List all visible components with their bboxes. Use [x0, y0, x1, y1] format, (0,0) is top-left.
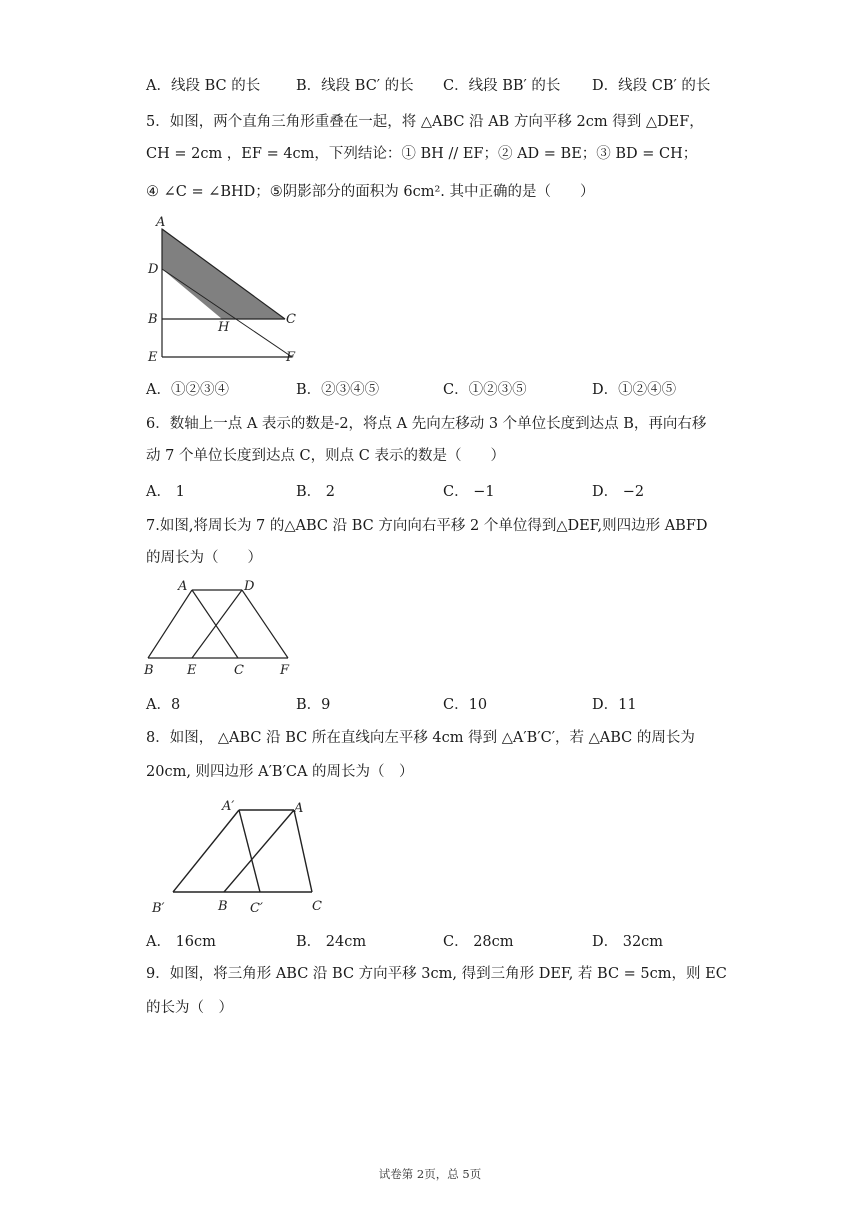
q8-line-ab	[224, 810, 294, 892]
q8-line-a1c1	[239, 810, 260, 892]
q7-label-d: D	[244, 579, 255, 594]
q4-option-d: D．线段 CB′ 的长	[592, 78, 711, 94]
q7-label-a: A	[178, 579, 188, 594]
q5-option-d: D．①②④⑤	[592, 382, 677, 398]
q5-option-b: B．②③④⑤	[296, 382, 380, 398]
q4-option-b: B．线段 BC′ 的长	[296, 78, 414, 94]
q5-label-c: C	[286, 312, 296, 327]
q4-option-a: A．线段 BC 的长	[146, 78, 261, 94]
q5-label-h: H	[218, 320, 230, 335]
q5-label-e: E	[148, 350, 158, 365]
q7-line-df	[242, 590, 288, 658]
q5-text-line3: ④ ∠C = ∠BHD；⑤阴影部分的面积为 6cm². 其中正确的是（ ）	[146, 184, 595, 200]
q8-label-b: B	[218, 899, 228, 914]
q7-label-e: E	[187, 663, 197, 678]
q8-option-b: B． 24cm	[296, 934, 367, 950]
q7-label-f: F	[280, 663, 290, 678]
q8-text-line2: 20cm, 则四边形 A′B′CA 的周长为（ ）	[146, 764, 414, 780]
q5-label-d: D	[148, 262, 159, 277]
q8-option-c: C． 28cm	[443, 934, 514, 950]
q8-label-c-prime: C′	[250, 901, 263, 916]
q7-label-c: C	[234, 663, 244, 678]
q8-figure	[146, 792, 336, 916]
q8-label-c: C	[312, 899, 322, 914]
q7-option-b: B．9	[296, 697, 331, 713]
q5-figure	[140, 212, 310, 370]
q5-option-c: C．①②③⑤	[443, 382, 527, 398]
q5-label-a: A	[156, 215, 166, 230]
q6-option-b: B． 2	[296, 484, 335, 500]
q6-option-a: A． 1	[146, 484, 185, 500]
q6-option-c: C． −1	[443, 484, 495, 500]
q8-text-line1: 8．如图， △ABC 沿 BC 所在直线向左平移 4cm 得到 △A′B′C′，若 △ABC 的周长为	[146, 730, 695, 746]
q7-text-line2: 的周长为（ ）	[146, 550, 262, 566]
q5-text-line1: 5．如图，两个直角三角形重叠在一起，将 △ABC 沿 AB 方向平移 2cm 得到 △DEF，	[146, 114, 704, 130]
q7-label-b: B	[144, 663, 154, 678]
page-footer: 试卷第 2页，总 5页	[378, 1167, 482, 1181]
q8-label-a: A	[294, 801, 304, 816]
q8-option-a: A． 16cm	[146, 934, 216, 950]
q7-option-c: C．10	[443, 697, 488, 713]
q5-text-line2: CH = 2cm ，EF = 4cm，下列结论：① BH // EF；② AD = BE；③ BD = CH；	[146, 146, 698, 162]
q8-label-a-prime: A′	[222, 799, 235, 814]
q8-line-a1b1	[173, 810, 239, 892]
q5-option-a: A．①②③④	[146, 382, 229, 398]
q7-option-a: A．8	[146, 697, 181, 713]
q4-option-c: C．线段 BB′ 的长	[443, 78, 561, 94]
q6-option-d: D． −2	[592, 484, 645, 500]
q6-text-line1: 6．数轴上一点 A 表示的数是-2，将点 A 先向左移动 3 个单位长度到达点 B，再向右移	[146, 416, 707, 432]
q9-text-line2: 的长为（ ）	[146, 1000, 233, 1016]
q5-label-b: B	[148, 312, 158, 327]
q8-option-d: D． 32cm	[592, 934, 664, 950]
q9-text-line1: 9．如图，将三角形 ABC 沿 BC 方向平移 3cm, 得到三角形 DEF, 若 BC = 5cm，则 EC	[146, 966, 727, 982]
q6-text-line2: 动 7 个单位长度到达点 C，则点 C 表示的数是（ ）	[146, 448, 505, 464]
q5-label-f: F	[286, 350, 296, 365]
q7-line-ab	[148, 590, 192, 658]
q7-text-line1: 7.如图,将周长为 7 的△ABC 沿 BC 方向向右平移 2 个单位得到△DEF,则四边形 ABFD	[146, 518, 708, 534]
q8-label-b-prime: B′	[152, 901, 165, 916]
q7-option-d: D．11	[592, 697, 637, 713]
q7-figure	[140, 576, 300, 680]
q8-line-ac	[294, 810, 312, 892]
